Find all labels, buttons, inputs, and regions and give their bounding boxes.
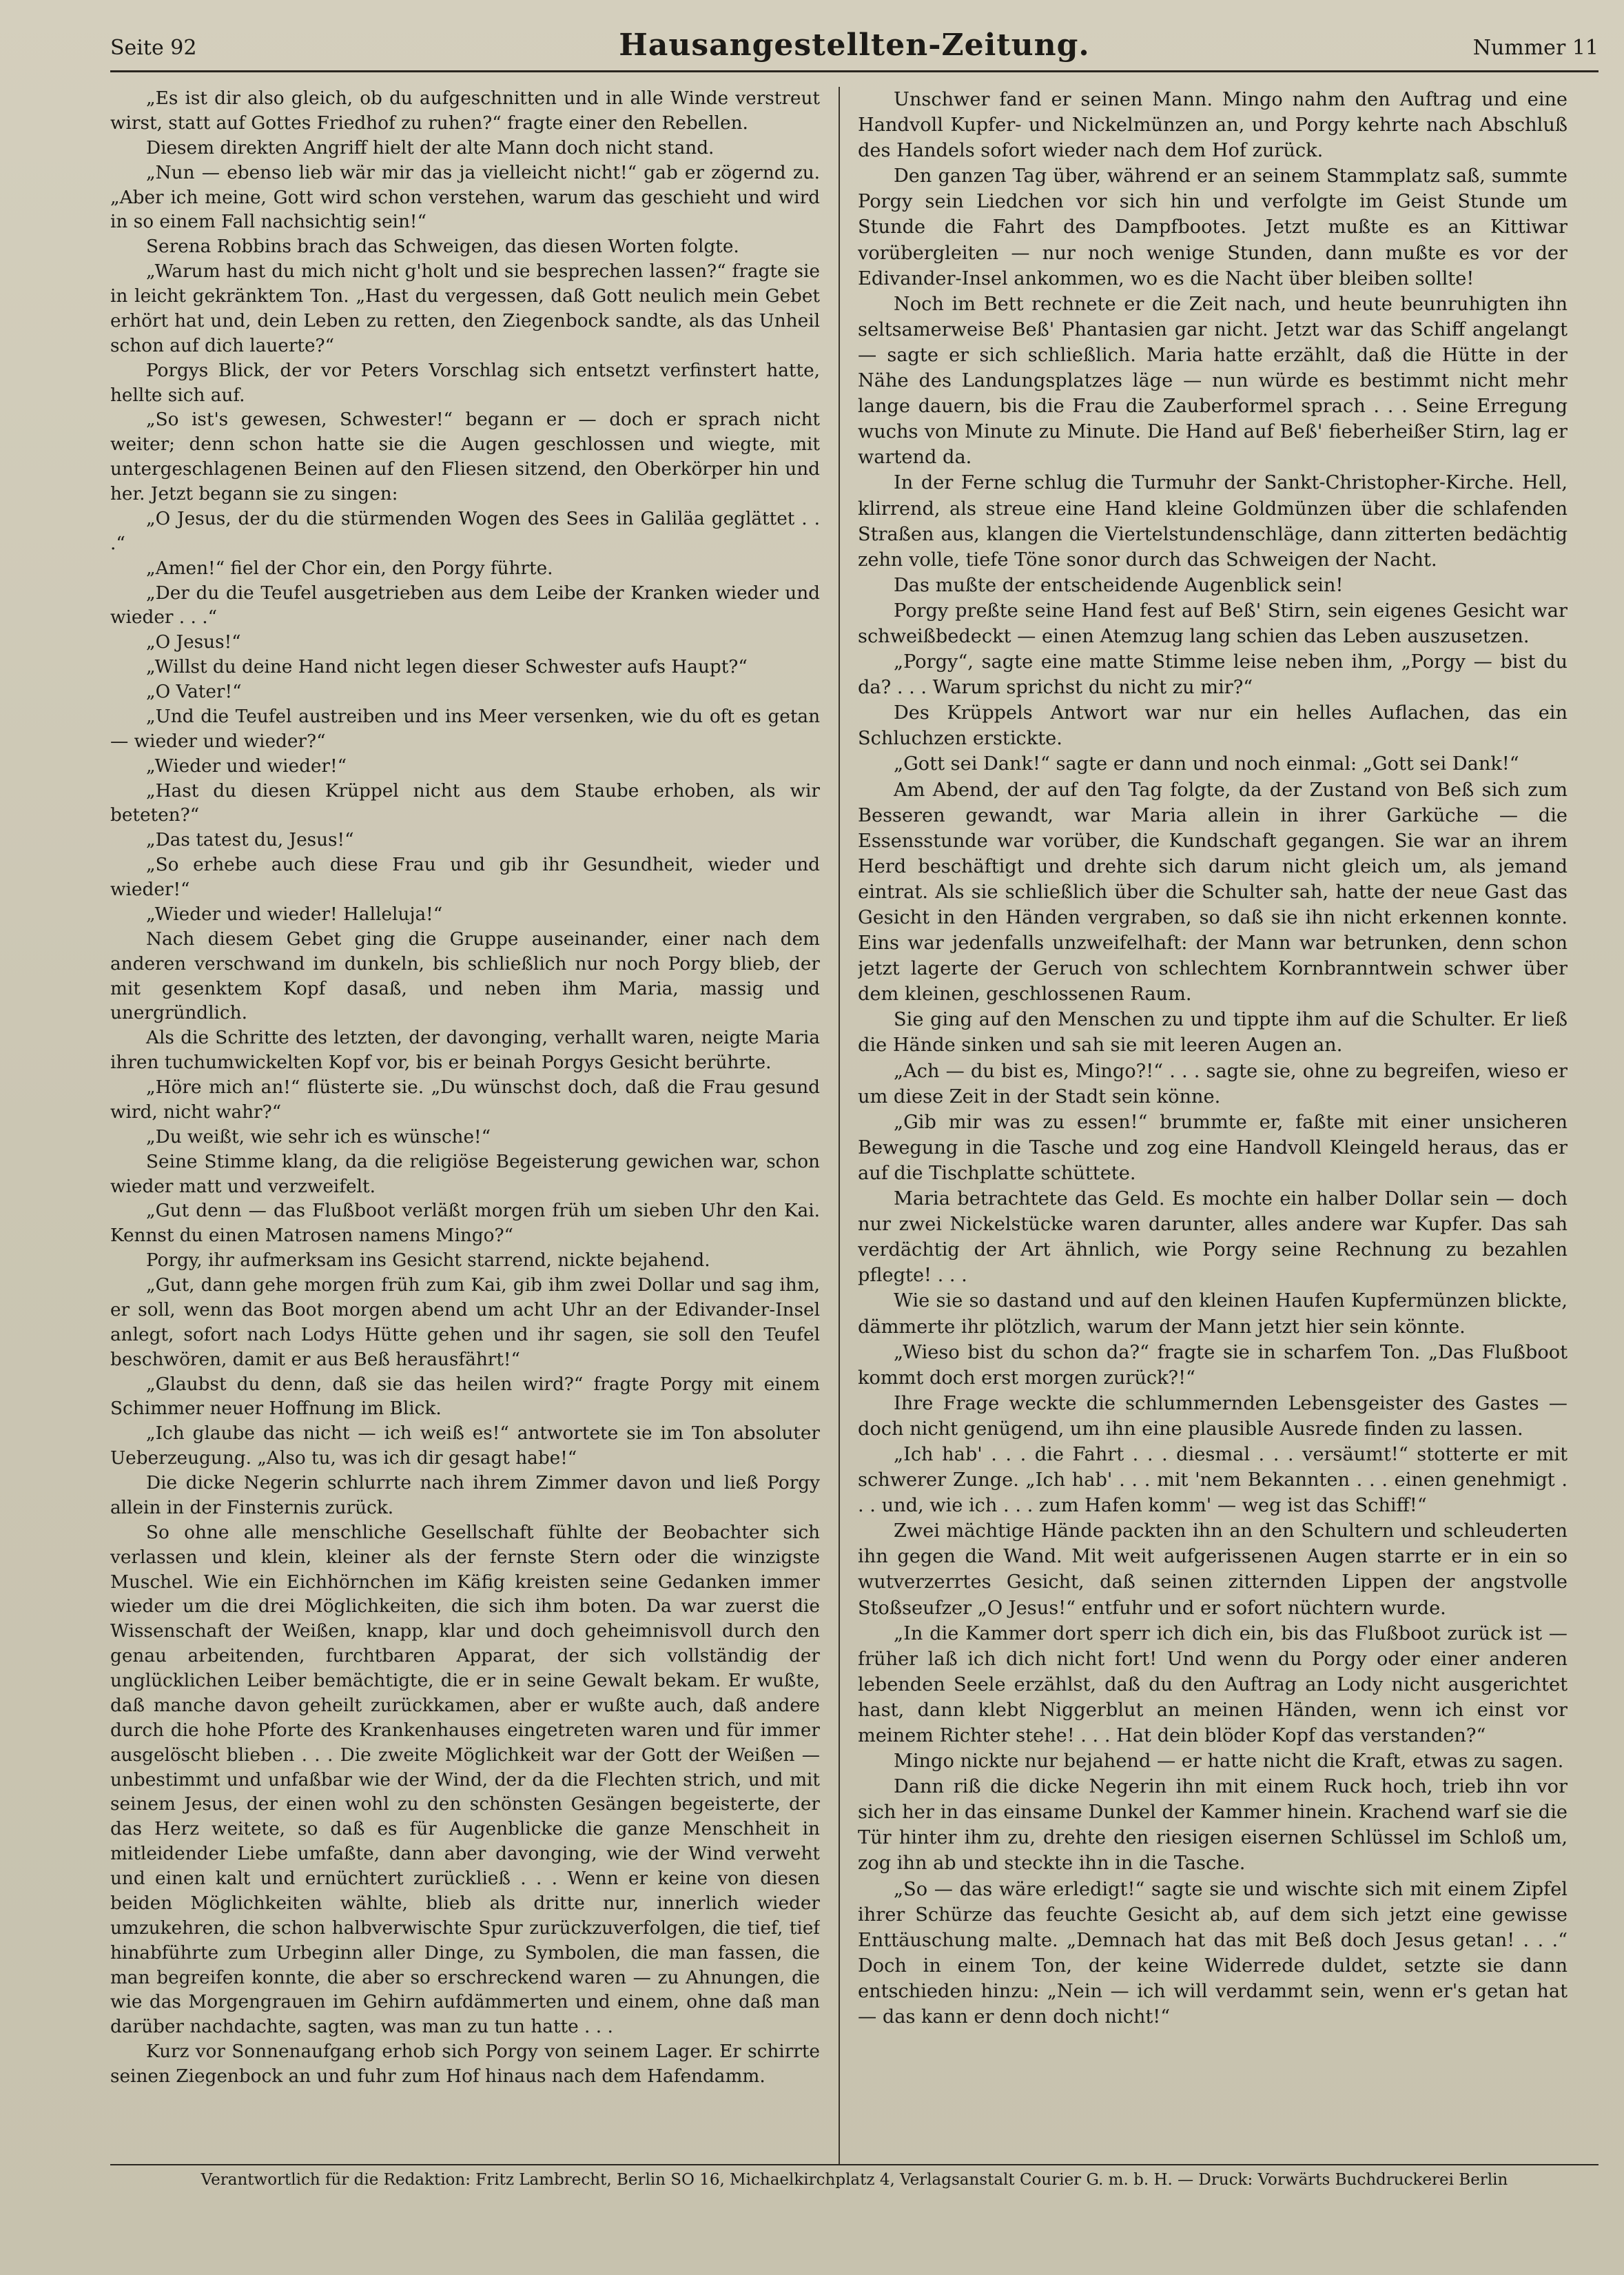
article-paragraph: „Ich hab' . . . die Fahrt . . . diesmal . . . versäumt!“ stotterte er mit schwerer Zunge. „Ich hab' . . . mit 'nem Bekannten . . . einen genehmigt . . . und, wie ich . . . zum Hafen komm' — weg ist das Schiff!“ — [858, 1443, 1568, 1517]
article-paragraph: „So — das wäre erledigt!“ sagte sie und wischte sich mit einem Zipfel ihrer Schürze das feuchte Gesicht ab, auf dem sich jetzt eine gewisse Enttäuschung malte. „Demnach hat das mit Beß doch Jesus getan! . . .“ Doch in einem Ton, der keine Widerrede duldet, setzte sie dann entschieden hinzu: „Nein — ich will verdammt sein, wenn er's getan hat — das kann er denn doch nicht!“ — [858, 1878, 1568, 2028]
article-paragraph: „Du weißt, wie sehr ich es wünsche!“ — [146, 1126, 491, 1147]
article-paragraph: Nach diesem Gebet ging die Gruppe auseinander, einer nach dem anderen verschwand im dunkeln, bis schließlich nur noch Porgy blieb, der mit gesenktem Kopf dasaß, und neben ihm Maria, massig und unergründlich. — [110, 928, 820, 1024]
footer-rule — [110, 2164, 1599, 2165]
article-paragraph: Das mußte der entscheidende Augenblick sein! — [894, 574, 1344, 596]
article-paragraph: Am Abend, der auf den Tag folgte, da der Zustand von Beß sich zum Besseren gewandt, war Maria allein in ihrer Garküche — die Essensstunde war vorüber, die Kundschaft gegangen. Sie war an ihrem Herd beschäftigt und drehte sich darum nicht gleich um, als jemand eintrat. Als sie schließlich über die Schulter sah, hatte der neue Gast das Gesicht in den Händen vergraben, so daß sie ihn nicht erkennen konnte. Eins war jedenfalls unzweifelhaft: der Mann war betrunken, denn schon jetzt lagerte der Geruch von schlechtem Kornbranntwein schwer über dem kleinen, geschlossenen Raum. — [858, 779, 1568, 1006]
article-paragraph: „O Jesus, der du die stürmenden Wogen des Sees in Galiläa geglättet . . .“ — [110, 508, 820, 554]
page-header — [110, 28, 1599, 69]
article-paragraph: „O Jesus!“ — [146, 632, 241, 653]
article-paragraph: Des Krüppels Antwort war nur ein helles Auflachen, das ein Schluchzen erstickte. — [858, 702, 1568, 750]
article-paragraph: Sie ging auf den Menschen zu und tippte ihm auf die Schulter. Er ließ die Hände sinken und sah sie mit leeren Augen an. — [858, 1009, 1568, 1057]
article-paragraph: „Höre mich an!“ flüsterte sie. „Du wünschst doch, daß die Frau gesund wird, nicht wahr?“ — [110, 1077, 820, 1123]
article-paragraph: Ihre Frage weckte die schlummernden Lebensgeister des Gastes — doch nicht genügend, um ihn eine plausible Ausrede finden zu lassen. — [858, 1392, 1568, 1440]
article-paragraph: „Der du die Teufel ausgetrieben aus dem Leibe der Kranken wieder und wieder . . .“ — [110, 582, 820, 629]
article-paragraph: Mingo nickte nur bejahend — er hatte nicht die Kraft, etwas zu sagen. — [894, 1751, 1564, 1773]
article-paragraph: Zwei mächtige Hände packten ihn an den Schultern und schleuderten ihn gegen die Wand. Mit weit aufgerissenen Augen starrte er in ein so wutverzerrtes Gesicht, daß seinen zitternden Lippen der angstvolle Stoßseufzer „O Jesus!“ entfuhr und er sofort nüchtern wurde. — [858, 1520, 1568, 1619]
newspaper-title: Hausangestellten-Zeitung. — [619, 28, 1090, 63]
article-paragraph: Unschwer fand er seinen Mann. Mingo nahm den Auftrag und eine Handvoll Kupfer- und Nickelmünzen an, und Porgy kehrte nach Abschluß des Handels sofort wieder nach dem Hof zurück. — [858, 89, 1568, 162]
article-paragraph: Die dicke Negerin schlurrte nach ihrem Zimmer davon und ließ Porgy allein in der Finsternis zurück. — [110, 1473, 820, 1518]
article-paragraph: „Wieso bist du schon da?“ fragte sie in scharfem Ton. „Das Flußboot kommt doch erst morgen zurück?!“ — [858, 1341, 1568, 1389]
article-paragraph: Diesem direkten Angriff hielt der alte Mann doch nicht stand. — [146, 137, 715, 159]
article-paragraph: „So ist's gewesen, Schwester!“ begann er — doch er sprach nicht weiter; denn schon hatte sie die Augen geschlossen und wiegte, mit untergeschlagenen Beinen auf den Fliesen sitzend, den Oberkörper hin und her. Jetzt begann sie zu singen: — [110, 409, 820, 504]
article-paragraph: „Gut denn — das Flußboot verläßt morgen früh um sieben Uhr den Kai. Kennst du einen Matrosen namens Mingo?“ — [110, 1201, 820, 1247]
article-paragraph: Noch im Bett rechnete er die Zeit nach, und heute beunruhigten ihn seltsamerweise Beß' Phantasien gar nicht. Jetzt war das Schiff angelangt — sagte er sich schließlich. Maria hatte erzählt, daß die Hütte in der Nähe des Landungsplatzes läge — nun würde es bestimmt nicht mehr lange dauern, bis die Frau die Zauberformel sprach . . . Seine Erregung wuchs von Minute zu Minute. Die Hand auf Beß' fieberheißer Stirn, lag er wartend da. — [858, 293, 1568, 469]
article-paragraph: „Ach — du bist es, Mingo?!“ . . . sagte sie, ohne zu begreifen, wieso er um diese Zeit in der Stadt sein könne. — [858, 1060, 1568, 1108]
right-column — [858, 87, 1568, 2154]
article-paragraph: Porgy preßte seine Hand fest auf Beß' Stirn, sein eigenes Gesicht war schweißbedeckt — einen Atemzug lang schien das Leben auszusetzen. — [858, 600, 1568, 647]
issue-number: Nummer 11 — [1472, 36, 1599, 60]
article-paragraph: In der Ferne schlug die Turmuhr der Sankt-Christopher-Kirche. Hell, klirrend, als streue eine Hand kleine Goldmünzen über die schlafenden Straßen aus, klangen die Viertelstundenschläge, dann zitterten bedächtig zehn volle, tiefe Töne sonor durch das Schweigen der Nacht. — [858, 472, 1568, 571]
article-paragraph: „Glaubst du denn, daß sie das heilen wird?“ fragte Porgy mit einem Schimmer neuer Hoffnung im Blick. — [110, 1374, 820, 1420]
article-paragraph: „Wieder und wieder!“ — [146, 755, 347, 777]
article-paragraph: „Es ist dir also gleich, ob du aufgeschnitten und in alle Winde verstreut wirst, statt auf Gottes Friedhof zu ruhen?“ fragte einer den Rebellen. — [110, 88, 820, 134]
article-paragraph: „Hast du diesen Krüppel nicht aus dem Staube erhoben, als wir beteten?“ — [110, 780, 820, 826]
article-paragraph: „Porgy“, sagte eine matte Stimme leise neben ihm, „Porgy — bist du da? . . . Warum sprichst du nicht zu mir?“ — [858, 651, 1568, 699]
article-paragraph: Den ganzen Tag über, während er an seinem Stammplatz saß, summte Porgy sein Liedchen vor sich hin und verfolgte im Geist Stunde um Stunde die Fahrt des Dampfbootes. Jetzt mußte es an Kittiwar vorübergleiten — nur noch wenige Stunden, dann mußte es vor der Edivander-Insel ankommen, wo es die Nacht über bleiben sollte! — [858, 165, 1568, 289]
article-paragraph: „Nun — ebenso lieb wär mir das ja vielleicht nicht!“ gab er zögernd zu. „Aber ich meine, Gott wird schon verstehen, warum das geschieht und wird in so einem Fall nachsichtig sein!“ — [110, 162, 820, 233]
article-paragraph: Maria betrachtete das Geld. Es mochte ein halber Dollar sein — doch nur zwei Nickelstücke waren darunter, alles andere war Kupfer. Das sah verdächtig der Art ähnlich, wie Porgy seine Rechnung zu bezahlen pflegte! . . . — [858, 1188, 1568, 1287]
article-paragraph: Serena Robbins brach das Schweigen, das diesen Worten folgte. — [146, 236, 739, 258]
article-paragraph: „So erhebe auch diese Frau und gib ihr Gesundheit, wieder und wieder!“ — [110, 855, 820, 900]
article-paragraph: Dann riß die dicke Negerin ihn mit einem Ruck hoch, trieb ihn vor sich her in das einsame Dunkel der Kammer hinein. Krachend warf sie die Tür hinter ihm zu, drehte den riesigen eisernen Schlüssel im Schloß um, zog ihn ab und steckte ihn in die Tasche. — [858, 1776, 1568, 1875]
article-paragraph: Kurz vor Sonnenaufgang erhob sich Porgy von seinem Lager. Er schirrte seinen Ziegenbock an und fuhr zum Hof hinaus nach dem Hafendamm. — [110, 2041, 820, 2087]
article-paragraph: Seine Stimme klang, da die religiöse Begeisterung gewichen war, schon wieder matt und verzweifelt. — [110, 1151, 820, 1197]
article-paragraph: Als die Schritte des letzten, der davonging, verhallt waren, neigte Maria ihren tuchumwickelten Kopf vor, bis er beinah Porgys Gesicht berührte. — [110, 1028, 820, 1074]
article-paragraph: „Gib mir was zu essen!“ brummte er, faßte mit einer unsicheren Bewegung in die Tasche und zog eine Handvoll Kleingeld heraus, das er auf die Tischplatte schüttete. — [858, 1111, 1568, 1184]
imprint: Verantwortlich für die Redaktion: Fritz Lambrecht, Berlin SO 16, Michaelkirchplatz 4, Verlagsanstalt Courier G. m. b. H. — Druck: Vorwärts Buchdruckerei Berlin — [201, 2171, 1508, 2189]
article-paragraph: „Wieder und wieder! Halleluja!“ — [146, 904, 443, 925]
article-paragraph: „Warum hast du mich nicht g'holt und sie besprechen lassen?“ fragte sie in leicht gekränktem Ton. „Hast du vergessen, daß Gott neulich mein Gebet erhört hat und, dein Leben zu retten, den Ziegenbock sandte, als das Unheil schon auf dich lauerte?“ — [110, 261, 820, 356]
article-paragraph: „In die Kammer dort sperr ich dich ein, bis das Flußboot zurück ist — früher laß ich dich nicht fort! Und wenn du Porgy oder einer anderen lebenden Seele erzählst, daß du den Auftrag an Lody nicht ausgerichtet hast, dann klebt Niggerblut an meinen Händen, wenn ich einst vor meinem Richter stehe! . . . Hat dein blöder Kopf das verstanden?“ — [858, 1622, 1568, 1746]
article-paragraph: „Amen!“ fiel der Chor ein, den Porgy führte. — [146, 558, 553, 579]
article-paragraph: „Und die Teufel austreiben und ins Meer versenken, wie du oft es getan — wieder und wieder?“ — [110, 706, 820, 752]
article-paragraph: „Das tatest du, Jesus!“ — [146, 830, 354, 851]
article-paragraph: „Gott sei Dank!“ sagte er dann und noch einmal: „Gott sei Dank!“ — [894, 753, 1519, 775]
header-rule — [110, 70, 1599, 72]
article-paragraph: „Gut, dann gehe morgen früh zum Kai, gib ihm zwei Dollar und sag ihm, er soll, wenn das Boot morgen abend um acht Uhr an der Edivander-Insel anlegt, sofort nach Lodys Hütte gehen und ihr sagen, sie soll den Teufel beschwören, damit er aus Beß herausfährt!“ — [110, 1275, 820, 1370]
article-paragraph: „O Vater!“ — [146, 682, 242, 702]
column-divider — [839, 87, 840, 2165]
article-paragraph: „Ich glaube das nicht — ich weiß es!“ antwortete sie im Ton absoluter Ueberzeugung. „Also tu, was ich dir gesagt habe!“ — [110, 1423, 820, 1469]
page-number: Seite 92 — [110, 36, 197, 60]
article-paragraph: „Willst du deine Hand nicht legen dieser Schwester aufs Haupt?“ — [146, 657, 748, 678]
article-paragraph: Porgy, ihr aufmerksam ins Gesicht starrend, nickte bejahend. — [146, 1250, 710, 1272]
article-paragraph: Wie sie so dastand und auf den kleinen Haufen Kupfermünzen blickte, dämmerte ihr plötzlich, warum der Mann jetzt hier sein könnte. — [858, 1290, 1568, 1338]
article-paragraph: Porgys Blick, der vor Peters Vorschlag sich entsetzt verfinstert hatte, hellte sich auf. — [110, 360, 820, 406]
left-column — [110, 87, 820, 2154]
article-paragraph: So ohne alle menschliche Gesellschaft fühlte der Beobachter sich verlassen und klein, kleiner als der fernste Stern oder die winzigste Muschel. Wie ein Eichhörnchen im Käfig kreisten seine Gedanken immer wieder um die drei Möglichkeiten, die sich ihm boten. Da war zuerst die Wissenschaft der Weißen, knapp, klar und doch geheimnisvoll durch den genau arbeitenden, furchtbaren Apparat, der sich vollständig der unglücklichen Leiber bemächtigte, die er in seine Gewalt bekam. Er wußte, daß manche davon geheilt zurückkamen, aber er wußte auch, daß andere durch die hohe Pforte des Krankenhauses eingetreten waren und für immer ausgelöscht blieben . . . Die zweite Möglichkeit war der Gott der Weißen — unbestimmt und unfaßbar wie der Wind, der da die Flechten strich, und mit seinem Jesus, der einen wohl zu den schönsten Gesängen begeisterte, der das Herz weitete, so daß es für Augenblicke die ganze Menschheit in mitleidender Liebe umfaßte, dann aber davonging, wie der Wind verweht und einen kalt und ernüchtert zurückließ . . . Wenn er keine von diesen beiden Möglichkeiten wählte, blieb als dritte nur, innerlich wieder umzukehren, die schon halbverwischte Spur zurückzuverfolgen, die tief, tief hinabführte zum Urbeginn aller Dinge, zu Symbolen, die man fassen, die man begreifen konnte, die aber so erschreckend waren — zu Ahnungen, die wie das Morgengrauen im Gehirn aufdämmerten und einem, ohne daß man darüber nachdachte, sagten, was man zu tun hatte . . . — [110, 1522, 820, 2038]
